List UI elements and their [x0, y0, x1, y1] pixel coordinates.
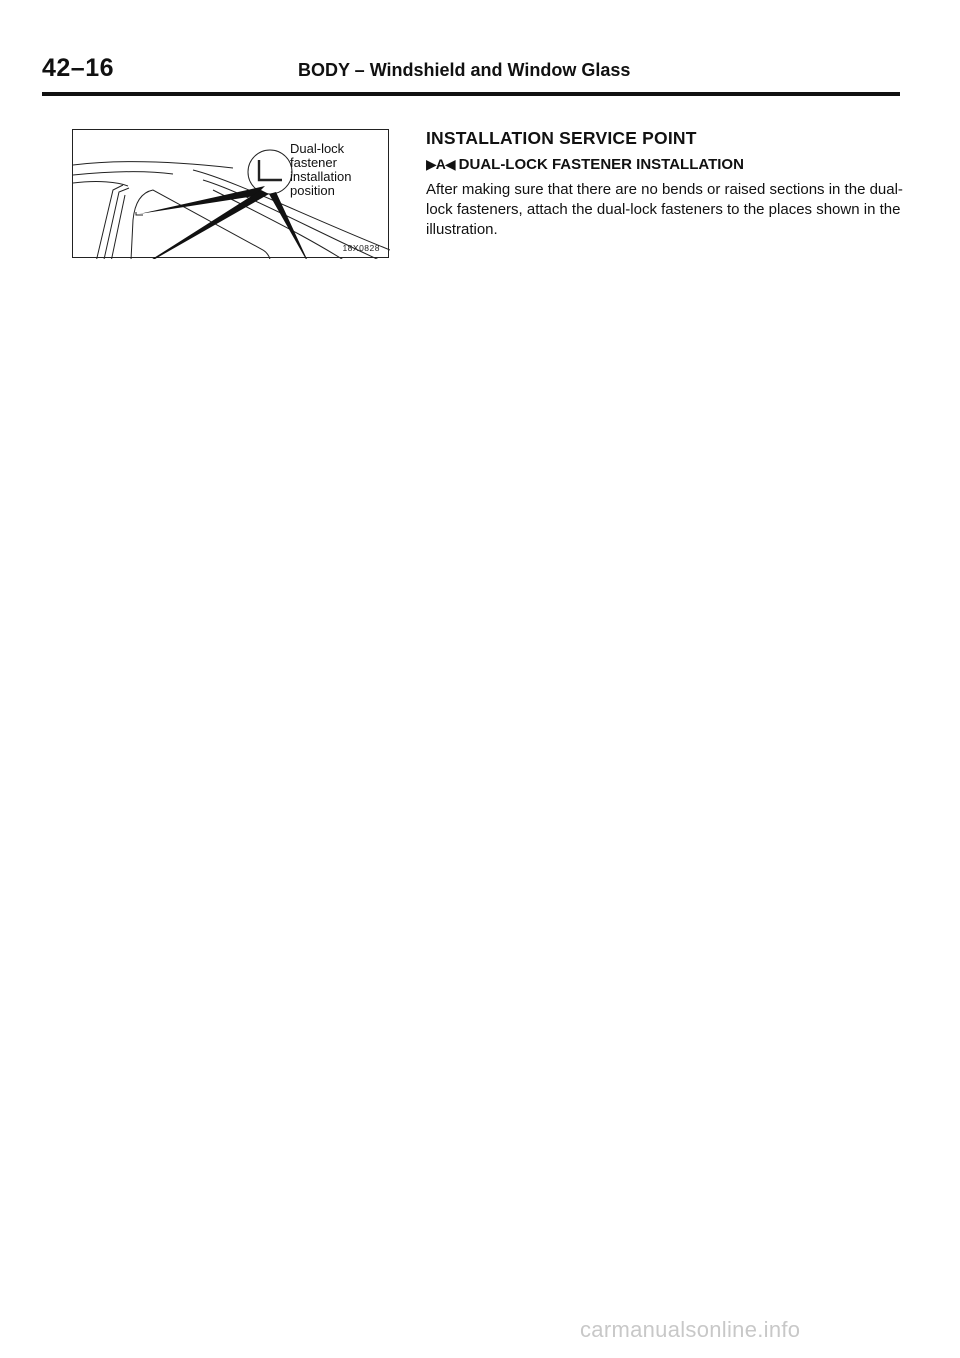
- callout-line: fastener: [290, 155, 337, 170]
- page-number: 42–16: [42, 54, 115, 82]
- callout-line: Dual-lock: [290, 141, 345, 156]
- section-title: BODY – Windshield and Window Glass: [298, 60, 631, 80]
- figure-code: 18X0828: [342, 243, 380, 253]
- watermark: carmanualsonline.info: [580, 1317, 801, 1342]
- callout-line: installation: [290, 169, 352, 184]
- page-header: [42, 52, 900, 96]
- subheading-text: DUAL-LOCK FASTENER INSTALLATION: [458, 156, 744, 173]
- callout-circle: [248, 150, 292, 194]
- body-paragraph: After making sure that there are no bends or raised sections in the dual-lock fasteners, attach the dual-lock fasteners to the places shown in the illustration.: [426, 181, 903, 238]
- section-heading: INSTALLATION SERVICE POINT: [426, 128, 697, 148]
- fastener-symbol-icon: [259, 160, 282, 180]
- callout-line: position: [290, 183, 335, 198]
- illustration-figure: [72, 129, 389, 258]
- leader-wedge: [269, 192, 312, 259]
- fastener-callout: [290, 142, 351, 198]
- roof-line: [73, 162, 233, 168]
- leader-wedge: [127, 190, 269, 259]
- procedure-subheading: [426, 156, 744, 173]
- reference-marker: ▶A◀: [426, 156, 455, 172]
